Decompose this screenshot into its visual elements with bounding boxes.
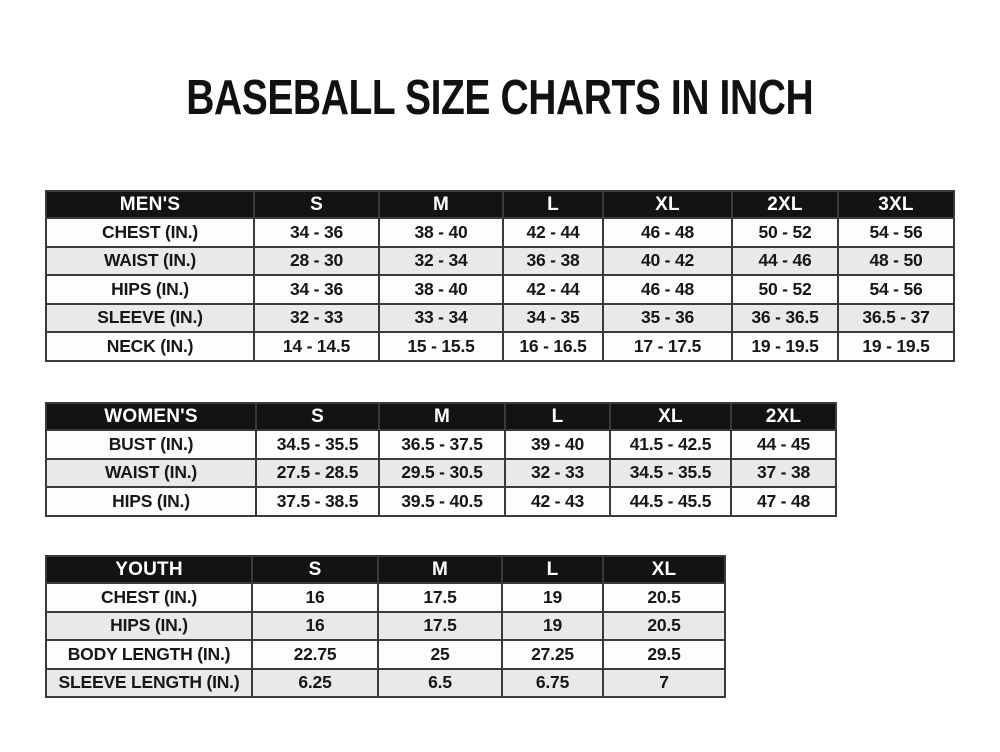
measurement-label: CHEST (IN.) bbox=[46, 218, 254, 247]
measurement-label: BUST (IN.) bbox=[46, 430, 256, 459]
header-row bbox=[46, 191, 954, 218]
size-value-cell: 44 - 46 bbox=[732, 247, 838, 276]
measurement-label: NECK (IN.) bbox=[46, 332, 254, 361]
size-column-header: M bbox=[378, 556, 502, 583]
measurement-label: HIPS (IN.) bbox=[46, 612, 252, 641]
size-value-cell: 28 - 30 bbox=[254, 247, 379, 276]
size-value-cell: 41.5 - 42.5 bbox=[610, 430, 731, 459]
size-column-header: L bbox=[505, 403, 610, 430]
size-column-header: 2XL bbox=[732, 191, 838, 218]
measurement-label: HIPS (IN.) bbox=[46, 487, 256, 516]
size-column-header: L bbox=[503, 191, 603, 218]
table-title-cell: MEN'S bbox=[46, 191, 254, 218]
size-column-header: XL bbox=[610, 403, 731, 430]
table-row bbox=[46, 304, 954, 333]
youth-size-table bbox=[45, 555, 726, 698]
size-value-cell: 16 bbox=[252, 583, 378, 612]
size-value-cell: 20.5 bbox=[603, 612, 725, 641]
size-value-cell: 19 - 19.5 bbox=[732, 332, 838, 361]
size-value-cell: 34.5 - 35.5 bbox=[256, 430, 379, 459]
size-column-header: S bbox=[252, 556, 378, 583]
size-value-cell: 34.5 - 35.5 bbox=[610, 459, 731, 488]
table-row bbox=[46, 583, 725, 612]
size-value-cell: 6.75 bbox=[502, 669, 603, 698]
size-value-cell: 20.5 bbox=[603, 583, 725, 612]
size-value-cell: 37 - 38 bbox=[731, 459, 836, 488]
size-value-cell: 36 - 36.5 bbox=[732, 304, 838, 333]
size-column-header: S bbox=[256, 403, 379, 430]
measurement-label: SLEEVE LENGTH (IN.) bbox=[46, 669, 252, 698]
size-value-cell: 46 - 48 bbox=[603, 275, 732, 304]
size-value-cell: 16 - 16.5 bbox=[503, 332, 603, 361]
size-value-cell: 50 - 52 bbox=[732, 275, 838, 304]
size-value-cell: 29.5 - 30.5 bbox=[379, 459, 505, 488]
header-row bbox=[46, 403, 836, 430]
size-value-cell: 34 - 36 bbox=[254, 275, 379, 304]
size-column-header: 2XL bbox=[731, 403, 836, 430]
table-row bbox=[46, 612, 725, 641]
size-value-cell: 42 - 44 bbox=[503, 275, 603, 304]
size-value-cell: 38 - 40 bbox=[379, 218, 503, 247]
measurement-label: CHEST (IN.) bbox=[46, 583, 252, 612]
size-value-cell: 36.5 - 37 bbox=[838, 304, 954, 333]
title-area bbox=[0, 68, 1000, 123]
size-value-cell: 27.5 - 28.5 bbox=[256, 459, 379, 488]
size-column-header: M bbox=[379, 191, 503, 218]
size-value-cell: 42 - 43 bbox=[505, 487, 610, 516]
size-value-cell: 17 - 17.5 bbox=[603, 332, 732, 361]
size-value-cell: 48 - 50 bbox=[838, 247, 954, 276]
table-row bbox=[46, 640, 725, 669]
size-value-cell: 27.25 bbox=[502, 640, 603, 669]
size-column-header: XL bbox=[603, 191, 732, 218]
size-value-cell: 34 - 35 bbox=[503, 304, 603, 333]
size-value-cell: 42 - 44 bbox=[503, 218, 603, 247]
measurement-label: BODY LENGTH (IN.) bbox=[46, 640, 252, 669]
mens-size-table bbox=[45, 190, 955, 362]
size-value-cell: 54 - 56 bbox=[838, 275, 954, 304]
size-column-header: XL bbox=[603, 556, 725, 583]
size-value-cell: 33 - 34 bbox=[379, 304, 503, 333]
size-value-cell: 29.5 bbox=[603, 640, 725, 669]
table-row bbox=[46, 669, 725, 698]
table-row bbox=[46, 275, 954, 304]
table-row bbox=[46, 430, 836, 459]
page-title bbox=[0, 68, 1000, 123]
size-value-cell: 22.75 bbox=[252, 640, 378, 669]
size-value-cell: 32 - 34 bbox=[379, 247, 503, 276]
table-row bbox=[46, 247, 954, 276]
size-value-cell: 44.5 - 45.5 bbox=[610, 487, 731, 516]
table-row bbox=[46, 332, 954, 361]
size-value-cell: 6.5 bbox=[378, 669, 502, 698]
measurement-label: HIPS (IN.) bbox=[46, 275, 254, 304]
size-value-cell: 25 bbox=[378, 640, 502, 669]
size-value-cell: 50 - 52 bbox=[732, 218, 838, 247]
size-value-cell: 44 - 45 bbox=[731, 430, 836, 459]
size-value-cell: 54 - 56 bbox=[838, 218, 954, 247]
measurement-label: WAIST (IN.) bbox=[46, 459, 256, 488]
size-value-cell: 37.5 - 38.5 bbox=[256, 487, 379, 516]
page-title-text: BASEBALL SIZE CHARTS IN INCH bbox=[186, 69, 814, 125]
size-value-cell: 39.5 - 40.5 bbox=[379, 487, 505, 516]
measurement-label: SLEEVE (IN.) bbox=[46, 304, 254, 333]
table-row bbox=[46, 218, 954, 247]
size-column-header: M bbox=[379, 403, 505, 430]
womens-size-table bbox=[45, 402, 837, 517]
measurement-label: WAIST (IN.) bbox=[46, 247, 254, 276]
size-value-cell: 19 - 19.5 bbox=[838, 332, 954, 361]
size-value-cell: 19 bbox=[502, 583, 603, 612]
size-value-cell: 6.25 bbox=[252, 669, 378, 698]
size-column-header: L bbox=[502, 556, 603, 583]
size-column-header: S bbox=[254, 191, 379, 218]
size-value-cell: 7 bbox=[603, 669, 725, 698]
size-value-cell: 47 - 48 bbox=[731, 487, 836, 516]
table-row bbox=[46, 459, 836, 488]
size-value-cell: 19 bbox=[502, 612, 603, 641]
size-value-cell: 36.5 - 37.5 bbox=[379, 430, 505, 459]
size-value-cell: 17.5 bbox=[378, 583, 502, 612]
header-row bbox=[46, 556, 725, 583]
table-title-cell: WOMEN'S bbox=[46, 403, 256, 430]
size-value-cell: 40 - 42 bbox=[603, 247, 732, 276]
size-value-cell: 16 bbox=[252, 612, 378, 641]
size-value-cell: 32 - 33 bbox=[254, 304, 379, 333]
size-column-header: 3XL bbox=[838, 191, 954, 218]
size-value-cell: 17.5 bbox=[378, 612, 502, 641]
size-value-cell: 38 - 40 bbox=[379, 275, 503, 304]
size-value-cell: 32 - 33 bbox=[505, 459, 610, 488]
table-title-cell: YOUTH bbox=[46, 556, 252, 583]
size-value-cell: 14 - 14.5 bbox=[254, 332, 379, 361]
size-value-cell: 15 - 15.5 bbox=[379, 332, 503, 361]
size-value-cell: 35 - 36 bbox=[603, 304, 732, 333]
size-value-cell: 34 - 36 bbox=[254, 218, 379, 247]
size-value-cell: 46 - 48 bbox=[603, 218, 732, 247]
size-value-cell: 39 - 40 bbox=[505, 430, 610, 459]
table-row bbox=[46, 487, 836, 516]
size-value-cell: 36 - 38 bbox=[503, 247, 603, 276]
